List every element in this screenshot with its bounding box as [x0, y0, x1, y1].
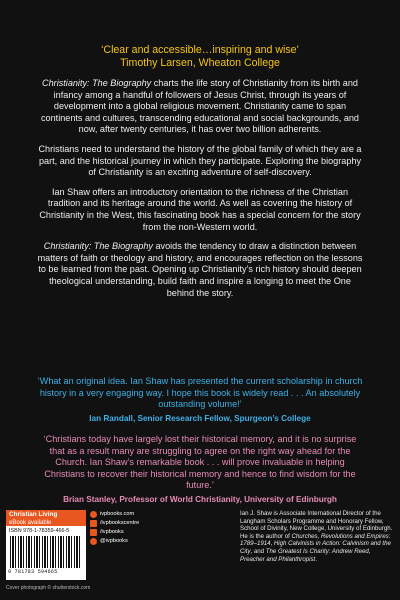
twitter-icon — [90, 538, 97, 545]
globe-icon — [90, 511, 97, 518]
social-facebook-label: /ivpbookscentre — [100, 520, 140, 526]
instagram-icon — [90, 529, 97, 536]
publisher-social-links — [90, 510, 170, 546]
social-twitter[interactable] — [90, 537, 170, 546]
review-randall-attribution: Ian Randall, Senior Research Fellow, Spurgeon’s College — [89, 413, 311, 423]
bio-text: , and — [250, 547, 266, 555]
book-title-italic: Christianity: The Biography — [42, 78, 152, 88]
barcode — [10, 536, 82, 568]
social-instagram-label: /ivpbooks — [100, 529, 124, 535]
description-paragraph-4 — [36, 241, 364, 299]
bio-text: Ian J. Shaw is Associate International Director of the Langham Scholars Programme and Honorary Fellow, School of Divinity, New College, University of Edinburgh. He is the author of — [240, 510, 393, 540]
category-label: Christian Living — [9, 511, 58, 518]
social-instagram[interactable] — [90, 528, 170, 537]
isbn-box — [6, 510, 86, 580]
review-randall — [36, 376, 364, 424]
social-facebook[interactable] — [90, 519, 170, 528]
social-web[interactable] — [90, 510, 170, 519]
bio-book-title: Churches, Revolutions and Empires: 1789–1914 — [240, 532, 391, 548]
description-paragraph-2: Christians need to understand the history of the global family of which they are a part, and the historical journey in which they participate. Exploring the biography of Christianity is an exciting adventure of self-discovery. — [38, 143, 362, 178]
book-description — [36, 78, 364, 307]
description-paragraph-3: Ian Shaw offers an introductory orientation to the richness of the Christian tradition and its heritage around the world. As well as covering the history of Christianity in the West, this fascinating book has a special concern for the story from the non-Western world. — [39, 186, 361, 232]
bio-text: , — [270, 540, 274, 548]
social-twitter-label: @ivpbooks — [100, 538, 128, 544]
endorsement-top — [36, 44, 364, 70]
category-badge — [6, 510, 86, 526]
review-stanley-attribution: Brian Stanley, Professor of World Christianity, University of Edinburgh — [63, 494, 337, 504]
endorsement-top-text: ‘Clear and accessible…inspiring and wise’ — [101, 44, 299, 56]
description-text: avoids the tendency to draw a distinction between matters of faith or theology and history, and encourages reflection on the lessons to be learned from the past. Opening up Christianity’s rich history should deepen theological understanding, build faith and inspire a longing to meet the One behind the story. — [37, 241, 363, 298]
social-web-label: ivpbooks.com — [100, 511, 135, 517]
bio-book-title: High Calvinists in Action: Calvinism and the City — [240, 540, 391, 555]
author-bio — [240, 510, 394, 563]
description-paragraph-1 — [36, 78, 364, 136]
description-text: charts the life story of Christianity from its birth and infancy among a handful of followers of Jesus Christ, through its years of development into a global religious movement. Christianity came to span continents and cultures, transcending educational and social backgrounds, and now, after twenty centuries, it has over two billion adherents. — [41, 78, 359, 135]
ebook-note: eBook available — [9, 520, 52, 526]
endorsement-top-attribution: Timothy Larsen, Wheaton College — [120, 57, 280, 69]
barcode-number: 9 781783 594665 — [8, 569, 58, 575]
book-title-italic: Christianity: The Biography — [43, 241, 153, 252]
bio-text: . — [315, 555, 317, 563]
review-stanley — [36, 434, 364, 506]
cover-photo-credit: Cover photograph © shutterstock.com — [6, 585, 91, 591]
isbn-text: ISBN 978-1-78359-466-5 — [9, 528, 70, 534]
facebook-icon — [90, 520, 97, 527]
bio-book-title: The Greatest Is Charity: Andrew Reed, Preacher and Philanthropist — [240, 547, 371, 563]
review-randall-text: ‘What an original idea. Ian Shaw has presented the current scholarship in church history in a very engaging way. I hope this book is widely read . . . An absolutely outstanding volume!’ — [37, 376, 363, 410]
review-stanley-text: ‘Christians today have largely lost their historical memory, and it is no surprise that as a result many are struggling to agree on the right way ahead for the Church. Ian Shaw’s remarkable book . . . will prove invaluable in helping Christians to recover their historical memory and hence to find wisdom for the future.’ — [43, 434, 357, 491]
